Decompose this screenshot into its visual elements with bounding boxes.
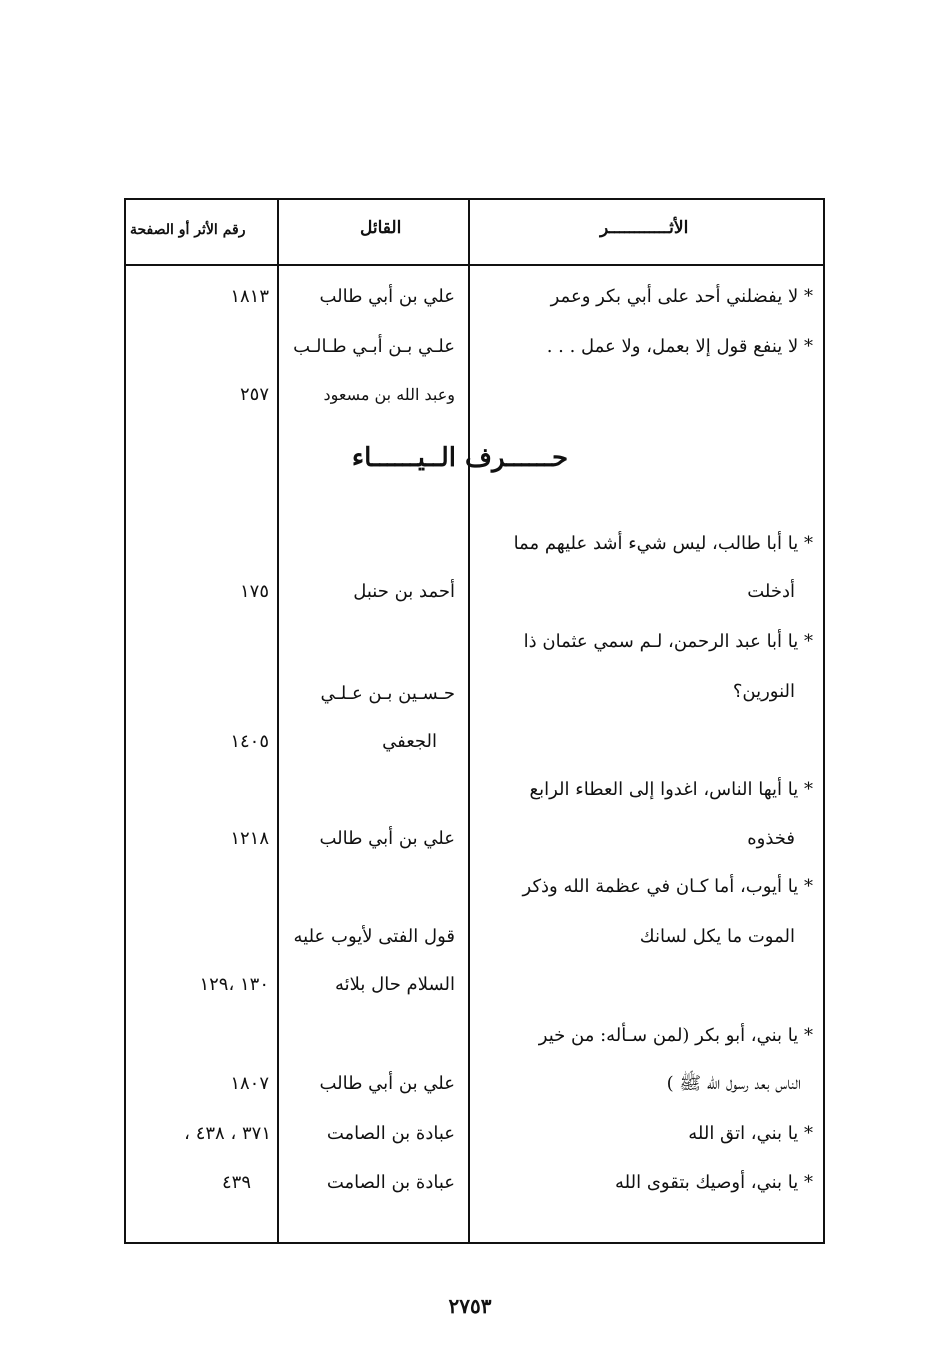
qaeil-text: الجعفي xyxy=(382,731,437,752)
qaeil-text: حـسـين بـن عـلـي xyxy=(320,683,455,704)
raqm-text: ٢٥٧ xyxy=(239,384,269,405)
column-divider-raqm xyxy=(277,198,279,1244)
raqm-text: ١٢١٨ xyxy=(230,828,269,849)
qaeil-text: وعبد الله بن مسعود xyxy=(323,385,455,404)
athar-text: * لا ينفع قول إلا بعمل، ولا عمل . . . xyxy=(546,336,813,357)
qaeil-text: علي بن أبي طالب xyxy=(319,286,455,307)
raqm-text: ١٣٠ ،١٢٩ xyxy=(199,974,269,995)
raqm-text: ٤٣٩ xyxy=(221,1172,251,1193)
header-raqm: رقم الأثر أو الصفحة xyxy=(130,222,246,238)
qaeil-text: قول الفتى لأيوب عليه xyxy=(293,926,455,947)
athar-text: فخذوه xyxy=(747,828,795,849)
qaeil-text: أحمد بن حنبل xyxy=(353,581,455,602)
header-athar: الأثــــــــــــر xyxy=(600,218,689,238)
athar-text: * يا بني، اتق الله xyxy=(688,1123,813,1144)
header-qaeil: القائل xyxy=(360,218,402,238)
athar-text: الناس بعد رسول الله ﷺ ) xyxy=(666,1073,801,1094)
athar-text: * لا يفضلني أحد على أبي بكر وعمر xyxy=(550,286,813,307)
raqm-text: ٣٧١ ، ٤٣٨ ، xyxy=(184,1123,271,1144)
athar-text: * يا بني، أبو بكر (لمن سـأله: من خير xyxy=(538,1025,813,1046)
athar-text: * يا أبا عبد الرحمن، لـم سمي عثمان ذا xyxy=(523,631,813,652)
qaeil-text: عبادة بن الصامت xyxy=(326,1172,455,1193)
athar-text: النورين؟ xyxy=(732,681,795,702)
athar-text: الموت ما يكل لسانك xyxy=(639,926,795,947)
raqm-text: ١٤٠٥ xyxy=(230,731,269,752)
qaeil-text: علـي بـن أبـي طـالـب xyxy=(293,336,455,357)
qaeil-text: عبادة بن الصامت xyxy=(326,1123,455,1144)
qaeil-text: السلام حال بلائه xyxy=(335,974,455,995)
header-divider xyxy=(124,264,825,266)
athar-text: * يا أبا طالب، ليس شيء أشد عليهم مما xyxy=(513,533,813,554)
athar-text: * يا أيها الناس، اغدوا إلى العطاء الرابع xyxy=(529,779,813,800)
qaeil-text: علي بن أبي طالب xyxy=(319,1073,455,1094)
athar-text: أدخلت xyxy=(747,581,795,602)
raqm-text: ١٨٠٧ xyxy=(230,1073,269,1094)
section-heading: حــــــرف الــيــــــاء xyxy=(351,443,569,473)
qaeil-text: علي بن أبي طالب xyxy=(319,828,455,849)
column-divider-athar xyxy=(468,198,470,1244)
athar-text: * يا أيوب، أما كـان في عظمة الله وذكر xyxy=(522,876,813,897)
athar-text: * يا بني، أوصيك بتقوى الله xyxy=(615,1172,813,1193)
raqm-text: ١٧٥ xyxy=(239,581,269,602)
page-number: ٢٧٥٣ xyxy=(448,1294,492,1318)
raqm-text: ١٨١٣ xyxy=(230,286,269,307)
